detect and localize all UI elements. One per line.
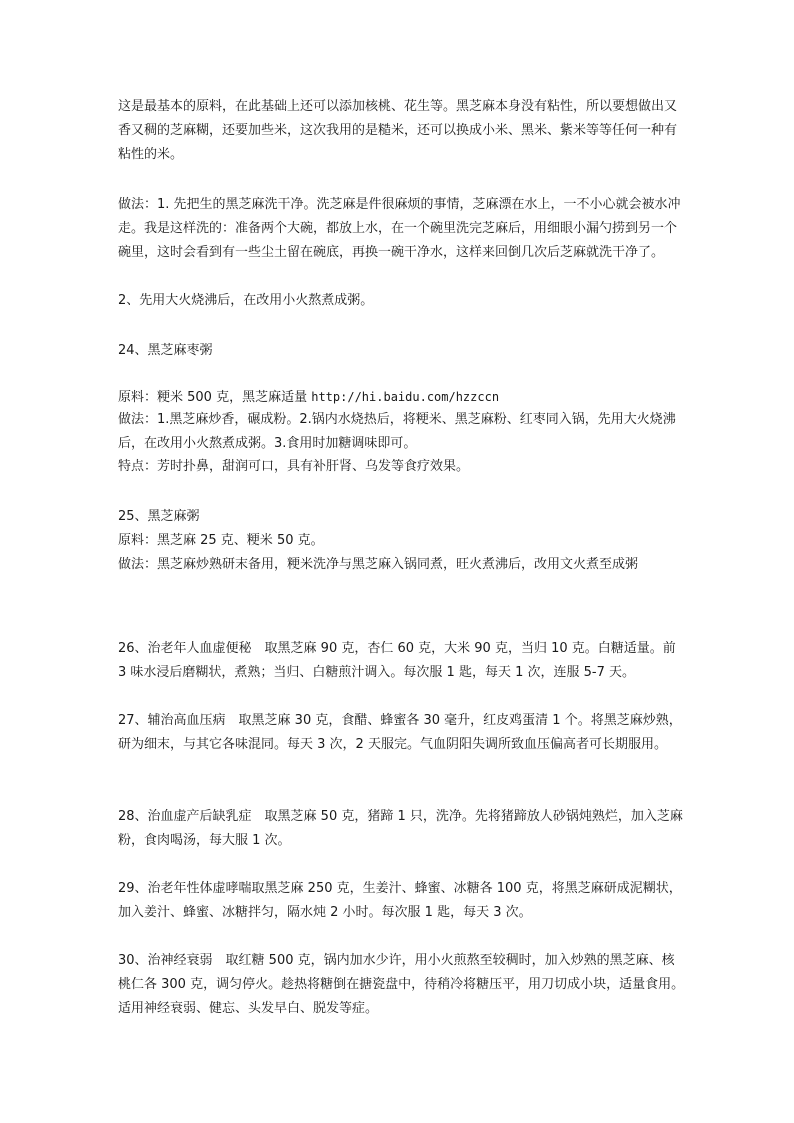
remedy-26: 26、治老年人血虚便秘 取黑芝麻 90 克，杏仁 60 克，大米 90 克，当归 10 克。白糖适量。前 3 味水浸后磨糊状，煮熟；当归、白糖煎汁调入。每次服 1 匙，每天 1 次，连服 5-7 天。 [118, 641, 680, 680]
recipe-24-feature: 特点：芳时扑鼻，甜润可口，具有补肝肾、乌发等食疗效果。 [118, 459, 470, 474]
recipe-25-ingredients: 原料：黑芝麻 25 克、粳米 50 克。 [118, 533, 324, 548]
remedy-29: 29、治老年性体虚哮喘取黑芝麻 250 克，生姜汁、蜂蜜、冰糖各 100 克，将黑芝麻研成泥糊状，加入姜汁、蜂蜜、冰糖拌匀，隔水炖 2 小时。每次服 1 匙，每天 3 次。 [118, 881, 682, 920]
remedy-27: 27、辅治高血压病 取黑芝麻 30 克，食醋、蜂蜜各 30 毫升，红皮鸡蛋清 1 个。将黑芝麻炒熟，研为细末，与其它各味混同。每天 3 次，2 天服完。气血阴阳失调所致血压偏高者可长期服用。 [118, 713, 682, 752]
method-step-2: 2、先用大火烧沸后，在改用小火熬煮成粥。 [118, 293, 374, 308]
recipe-24-title: 24、黑芝麻枣粥 [118, 343, 213, 358]
intro-paragraph: 这是最基本的原料，在此基础上还可以添加核桃、花生等。黑芝麻本身没有粘性，所以要想做出又香又稠的芝麻糊，还要加些米，这次我用的是糙米，还可以换成小米、黑米、紫米等等任何一种有粘性的米。 [118, 99, 678, 162]
recipe-24-method: 做法：1.黑芝麻炒香，碾成粉。2.锅内水烧热后，将粳米、黑芝麻粉、红枣同入锅，先用大火烧沸后，在改用小火熬煮成粥。3.食用时加糖调味即可。 [118, 412, 676, 451]
method-step-1: 做法：1. 先把生的黑芝麻洗干净。洗芝麻是件很麻烦的事情，芝麻漂在水上，一不小心就会被水冲走。我是这样洗的：准备两个大碗，都放上水，在一个碗里洗完芝麻后，用细眼小漏勺捞到另一个碗里，这时会看到有一些尘土留在碗底，再换一碗干净水，这样来回倒几次后芝麻就洗干净了。 [118, 197, 681, 260]
recipe-24-ingredients-text: 原料：粳米 500 克，黑芝麻适量 [118, 390, 312, 405]
remedy-30: 30、治神经衰弱 取红糖 500 克，锅内加水少许，用小火煎熬至较稠时，加入炒熟的黑芝麻、核桃仁各 300 克，调匀停火。趁热将糖倒在搪瓷盘中，待稍冷将糖压平，用刀切成小块，适量食用。适用神经衰弱、健忘、头发早白、脱发等症。 [118, 953, 685, 1016]
source-url-link[interactable]: http://hi.baidu.com/hzzccn [311, 390, 500, 404]
recipe-24-ingredients [118, 385, 686, 410]
recipe-25-method: 做法：黑芝麻炒熟研末备用，粳米洗净与黑芝麻入锅同煮，旺火煮沸后，改用文火煮至成粥 [118, 557, 639, 572]
recipe-25-title: 25、黑芝麻粥 [118, 509, 200, 524]
remedy-28: 28、治血虚产后缺乳症 取黑芝麻 50 克，猪蹄 1 只，洗净。先将猪蹄放人砂锅炖熟烂，加入芝麻粉，食肉喝汤，每大服 1 次。 [118, 809, 683, 848]
